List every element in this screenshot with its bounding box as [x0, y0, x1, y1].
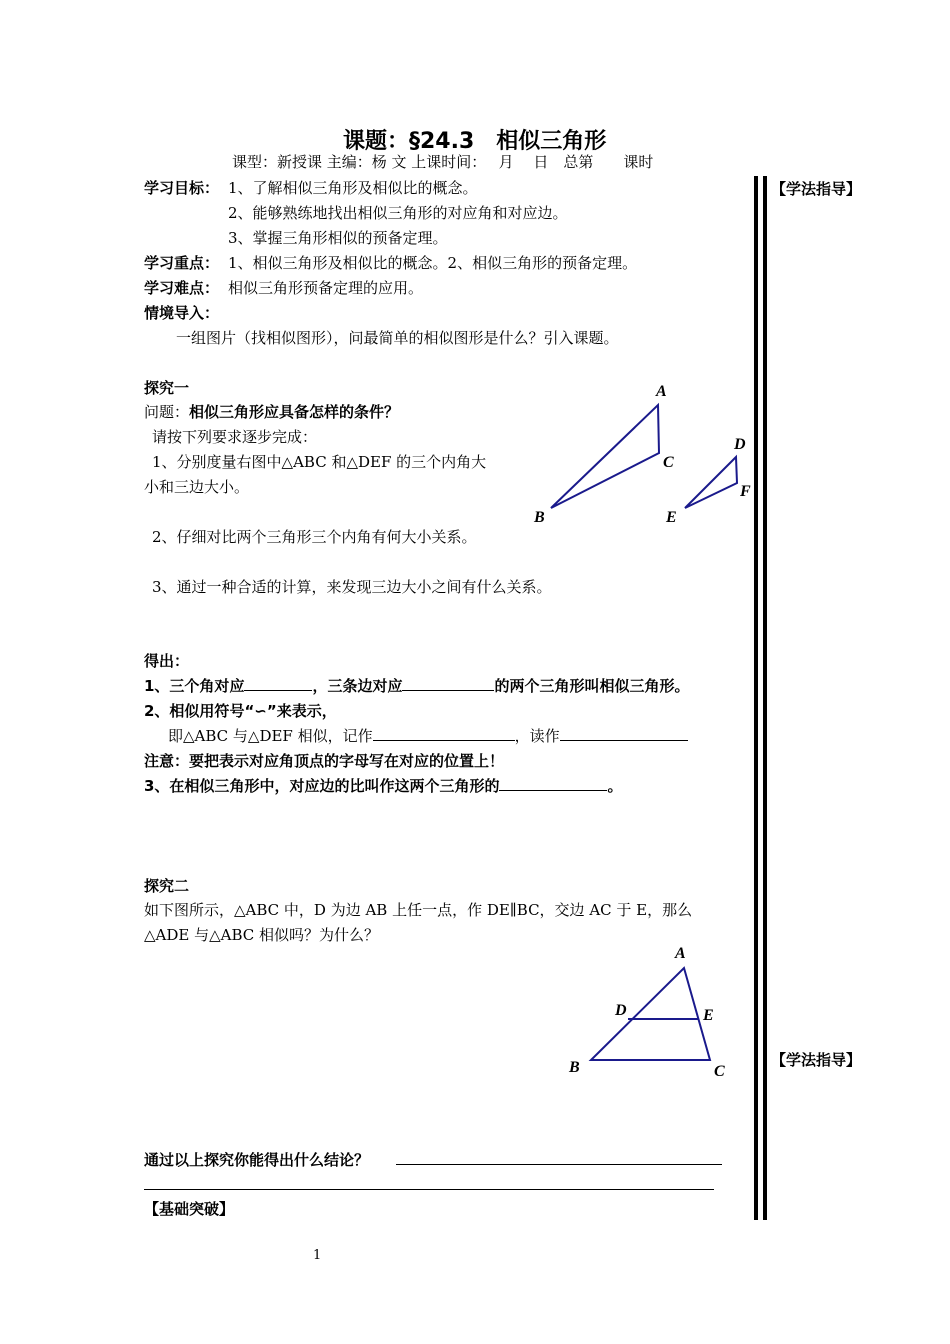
intro-text: 一组图片（找相似图形），问最简单的相似图形是什么？引入课题。	[176, 329, 619, 347]
label-d: D	[734, 436, 746, 453]
explore1-step1-a: 1、分别度量右图中△ABC 和△DEF 的三个内角大	[152, 453, 487, 471]
key-points-text: 1、相似三角形及相似比的概念。2、相似三角形的预备定理。	[228, 254, 638, 272]
objectives-label: 学习目标：	[144, 179, 220, 197]
answer-line-1	[396, 1164, 722, 1165]
explore1-step2: 2、仔细对比两个三角形三个内角有何大小关系。	[152, 528, 477, 546]
explore1-step1-b: 小和三边大小。	[144, 478, 250, 496]
label-e2: E	[703, 1007, 714, 1024]
conclusion-line1-c: 的两个三角形叫相似三角形。	[494, 677, 690, 695]
explore2-text-a: 如下图所示，△ABC 中，D 为边 AB 上任一点，作 DE∥BC，交边 AC 于 E，那么	[144, 901, 693, 919]
conclusion-line1-b: ，三条边对应	[312, 677, 403, 695]
intro-label: 情境导入：	[144, 304, 220, 322]
conclusion-line3-a: 即△ABC 与△DEF 相似，记作	[168, 727, 373, 745]
label-a2: A	[675, 945, 686, 962]
label-e: E	[666, 509, 677, 526]
label-f: F	[740, 483, 751, 500]
conclusion-line1-a: 1、三个角对应	[144, 677, 245, 695]
label-c: C	[663, 454, 674, 471]
explore2-heading: 探究二	[144, 877, 190, 895]
sidebar-label-top: 【学法指导】	[771, 180, 862, 198]
sidebar-divider-right	[763, 176, 767, 1220]
label-b2: B	[569, 1059, 580, 1076]
conclusion-line1	[144, 676, 689, 696]
conclusion-line3-b: ，读作	[514, 727, 560, 745]
conclusion-heading: 得出：	[144, 652, 190, 670]
blank-angles	[244, 676, 312, 691]
conclusion-line4-b: 。	[607, 777, 623, 795]
answer-line-2	[144, 1189, 714, 1190]
explore1-instruction: 请按下列要求逐步完成：	[152, 428, 318, 446]
objective-item: 1、了解相似三角形及相似比的概念。	[228, 179, 478, 197]
objective-item: 2、能够熟练地找出相似三角形的对应角和对应边。	[228, 204, 568, 222]
label-a: A	[656, 383, 667, 400]
triangle-def	[685, 457, 737, 508]
triangle-abc-2	[591, 968, 710, 1060]
triangle-ade-figure	[560, 940, 750, 1085]
blank-reading	[560, 726, 688, 741]
question-text: 相似三角形应具备怎样的条件？	[189, 403, 400, 421]
conclusion-note: 注意：要把表示对应角顶点的字母写在对应的位置上！	[144, 752, 505, 770]
final-question	[144, 1150, 369, 1170]
basic-section-heading: 【基础突破】	[144, 1200, 235, 1218]
conclusion-line4-a: 3、在相似三角形中，对应边的比叫作这两个三角形的	[144, 777, 500, 795]
conclusion-line2: 2、相似用符号“∽”来表示，	[144, 702, 337, 720]
key-points-label: 学习重点：	[144, 254, 220, 272]
page-title: 课题：§24.3 相似三角形	[343, 129, 607, 154]
conclusion-line3	[168, 726, 688, 746]
triangle-abc	[551, 405, 659, 508]
similar-triangles-figure	[520, 375, 760, 535]
page-number: 1	[313, 1248, 322, 1263]
blank-notation	[373, 726, 515, 741]
final-question-text: 通过以上探究你能得出什么结论？	[144, 1151, 370, 1169]
explore2-text-b: △ADE 与△ABC 相似吗？为什么？	[144, 926, 380, 944]
page-subtitle: 课型：新授课 主编：杨 文 上课时间： 月 日 总第 课时	[232, 153, 654, 171]
difficulty-label: 学习难点：	[144, 279, 220, 297]
objective-item: 3、掌握三角形相似的预备定理。	[228, 229, 448, 247]
blank-sides	[402, 676, 494, 691]
difficulty-text: 相似三角形预备定理的应用。	[228, 279, 424, 297]
label-b: B	[534, 509, 545, 526]
question-prefix: 问题：	[144, 403, 190, 421]
conclusion-line4	[144, 776, 622, 796]
sidebar-divider-left	[754, 176, 758, 1220]
blank-ratio	[499, 776, 607, 791]
sidebar-label-bottom: 【学法指导】	[771, 1051, 862, 1069]
label-d2: D	[615, 1002, 627, 1019]
explore1-heading: 探究一	[144, 379, 190, 397]
explore1-step3: 3、通过一种合适的计算，来发现三边大小之间有什么关系。	[152, 578, 552, 596]
explore1-question	[144, 402, 399, 422]
label-c2: C	[714, 1063, 725, 1080]
